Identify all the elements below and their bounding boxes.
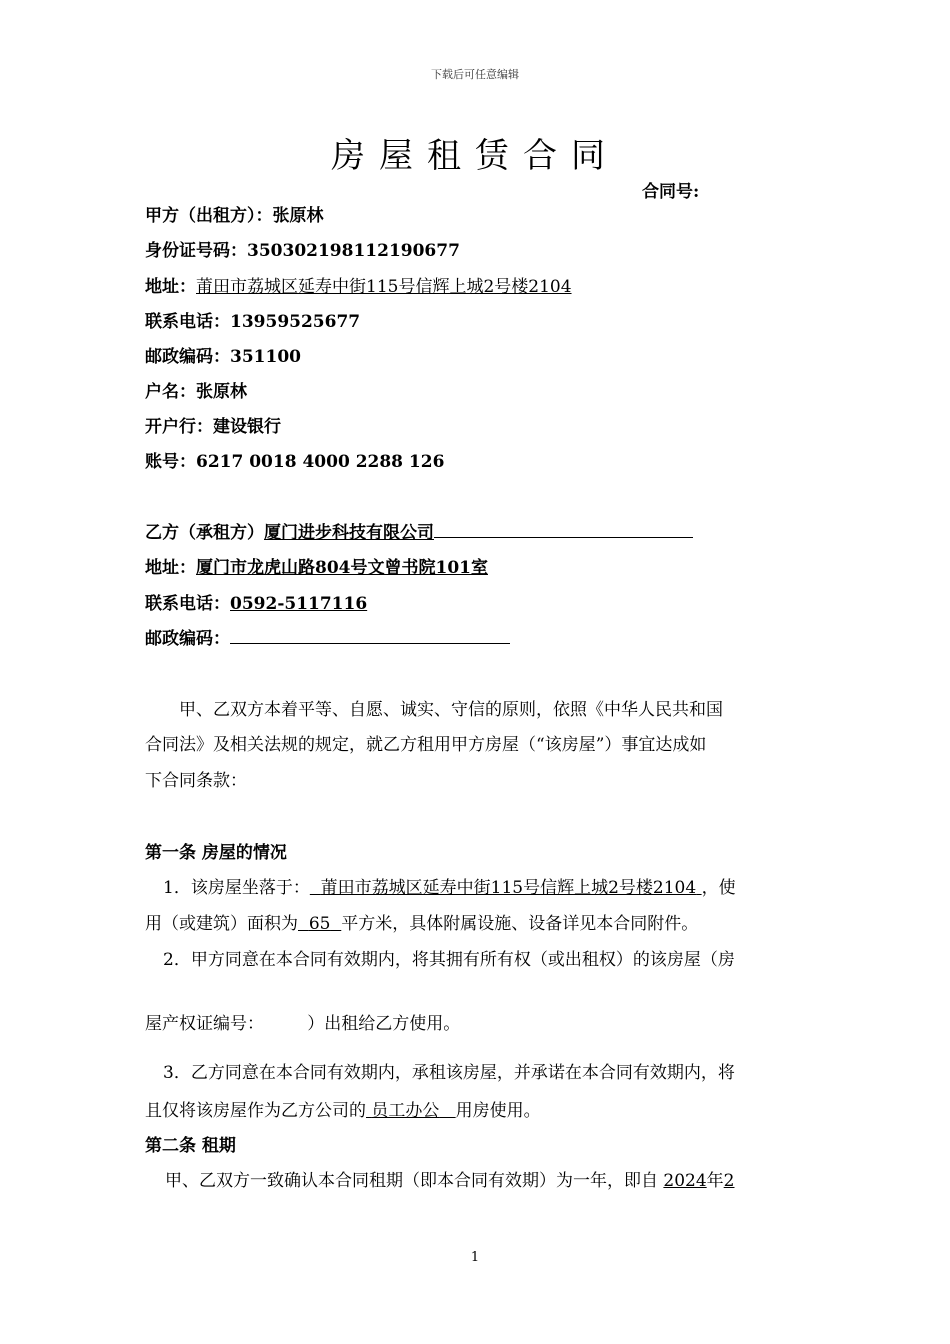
purpose-value: 员工办公	[371, 1101, 440, 1121]
party-b-address-value: 厦门市龙虎山路804号文曾书院101室	[196, 558, 488, 578]
article-1-clause-1-line-2	[145, 909, 807, 934]
page-number: 1	[470, 1250, 480, 1265]
intro-line-3: 下合同条款：	[145, 771, 247, 791]
account-name-value: 张原林	[196, 382, 247, 402]
party-a-label: 甲方（出租方）：	[145, 206, 273, 226]
party-a-id-line	[145, 236, 460, 261]
term-prefix: 甲、乙双方一致确认本合同租期（即本合同有效期）为一年，即自	[165, 1171, 658, 1191]
clause-1-prefix: 1．该房屋坐落于：	[163, 878, 310, 898]
party-a-line	[145, 201, 324, 226]
party-b-postcode-line	[145, 624, 510, 649]
id-label: 身份证号码：	[145, 241, 247, 261]
bank-label: 开户行：	[145, 417, 213, 437]
article-1-heading: 第一条 房屋的情况	[145, 843, 287, 863]
purpose-prefix: 且仅将该房屋作为乙方公司的	[145, 1101, 366, 1121]
party-b-phone-line	[145, 589, 367, 614]
header-note: 下载后可任意编辑	[431, 68, 519, 81]
party-b-address-label: 地址：	[145, 558, 196, 578]
party-b-name-blank	[434, 521, 693, 538]
party-b-postcode-label: 邮政编码：	[145, 629, 230, 649]
clause-1-suffix: ，使	[701, 878, 736, 898]
id-value: 350302198112190677	[247, 241, 460, 261]
clause-1-location: 莆田市荔城区延寿中街115号信辉上城2号楼2104	[320, 878, 697, 898]
purpose-suffix: 用房使用。	[455, 1101, 541, 1121]
account-name-label: 户名：	[145, 382, 196, 402]
party-a-account-line	[145, 447, 444, 472]
party-b-name: 厦门进步科技有限公司	[264, 523, 434, 543]
intro-line-2: 合同法》及相关法规的规定，就乙方租用甲方房屋（“该房屋”）事宜达成如	[145, 735, 707, 755]
article-2-heading: 第二条 租期	[145, 1136, 236, 1156]
area-value: 65	[308, 914, 331, 934]
party-b-line	[145, 518, 693, 543]
area-suffix: 平方米，具体附属设施、设备详见本合同附件。	[341, 914, 699, 934]
party-a-account-name-line	[145, 377, 247, 402]
page-title: 房屋租赁合同	[331, 136, 619, 176]
article-2-line-1	[145, 1166, 807, 1191]
party-b-phone-label: 联系电话：	[145, 594, 230, 614]
article-1-clause-2-line-2: 屋产权证编号： ）出租给乙方使用。	[145, 1014, 461, 1034]
bank-value: 建设银行	[213, 417, 281, 437]
term-month: 2	[723, 1171, 735, 1191]
phone-value: 13959525677	[230, 312, 361, 332]
intro-line-1: 甲、乙双方本着平等、自愿、诚实、守信的原则，依照《中华人民共和国	[179, 700, 723, 720]
party-a-bank-line	[145, 412, 281, 437]
contract-number-label: 合同号:	[642, 182, 700, 202]
article-1-clause-2-line-1: 2．甲方同意在本合同有效期内，将其拥有所有权（或出租权）的该房屋（房	[163, 950, 735, 970]
term-year-unit: 年	[706, 1171, 724, 1191]
postcode-value: 351100	[230, 347, 301, 367]
party-b-label: 乙方（承租方）	[145, 523, 264, 543]
article-1-clause-3-line-1: 3．乙方同意在本合同有效期内，承租该房屋，并承诺在本合同有效期内，将	[163, 1063, 735, 1083]
article-1-clause-3-line-2	[145, 1096, 807, 1121]
party-b-postcode-blank	[230, 627, 510, 644]
party-b-address-line	[145, 553, 488, 578]
party-a-name: 张原林	[272, 206, 324, 226]
postcode-label: 邮政编码：	[145, 347, 230, 367]
party-a-phone-line	[145, 307, 360, 332]
address-value: 莆田市荔城区延寿中街115号信辉上城2号楼2104	[196, 277, 572, 297]
address-label: 地址：	[145, 277, 196, 297]
article-1-clause-1-line-1	[145, 873, 807, 898]
party-a-postcode-line	[145, 342, 301, 367]
area-prefix: 用（或建筑）面积为	[145, 914, 298, 934]
phone-label: 联系电话：	[145, 312, 230, 332]
term-year: 2024	[663, 1171, 707, 1191]
party-a-address-line	[145, 272, 572, 297]
account-value: 6217 0018 4000 2288 126	[196, 452, 445, 472]
party-b-phone-value: 0592-5117116	[230, 594, 368, 614]
account-label: 账号：	[145, 452, 196, 472]
